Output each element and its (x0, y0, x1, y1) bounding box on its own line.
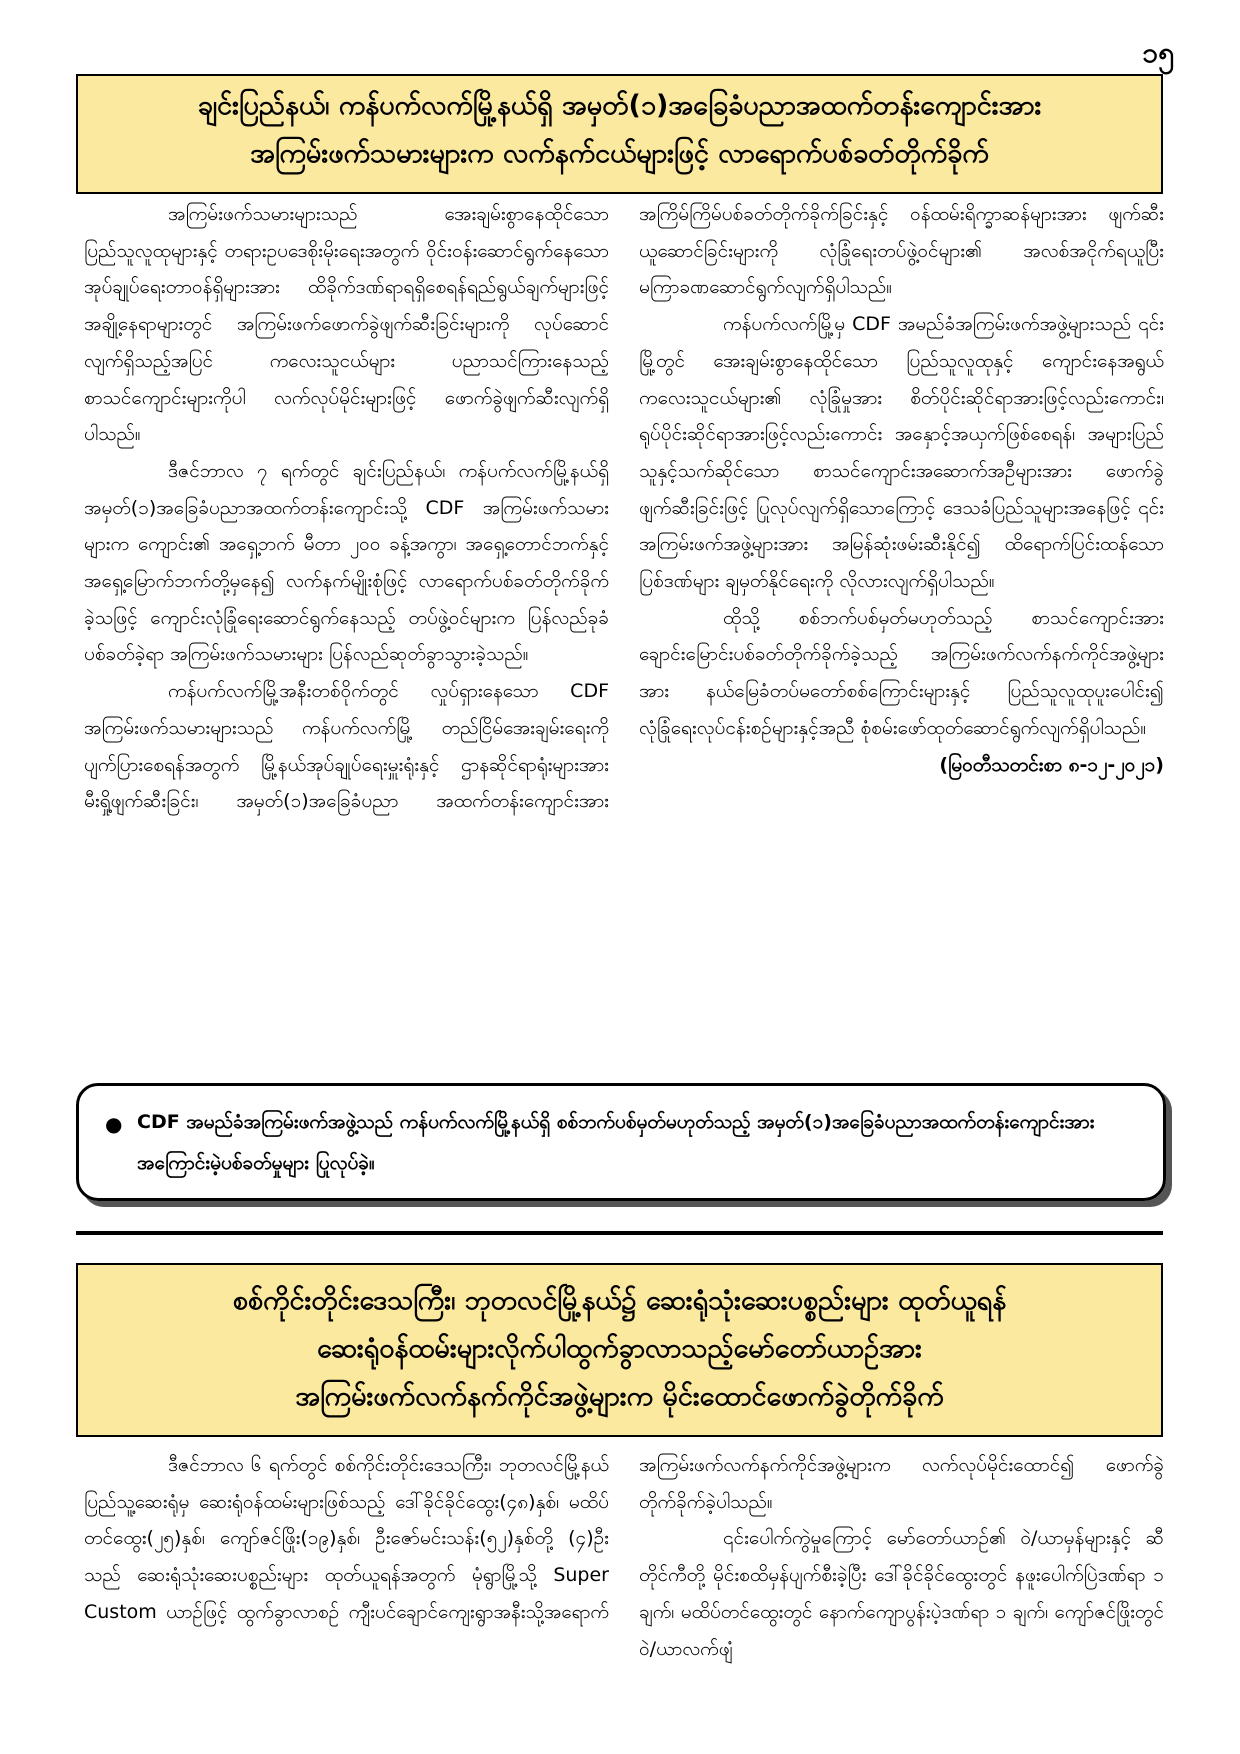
article-paragraph: အကြမ်းဖက်သမားများသည် အေးချမ်းစွာနေထိုင်သော ပြည်သူလူထုများနှင့် တရားဥပဒေစိုးမိုးရေးအတွက် ဝိုင်းဝန်းဆောင်ရွက်နေသော အုပ်ချုပ်ရေးတာဝန်ရှိများအား ထိခိုက်ဒဏ်ရာရရှိစေရန်ရည်ရွယ်ချက်များဖြင့် အချို့နေရာများတွင် အကြမ်းဖက်ဖောက်ခွဲဖျက်ဆီးခြင်းများကို လုပ်ဆောင်လျက်ရှိသည့်အပြင် ကလေးသူငယ်များ ပညာသင်ကြားနေသည့် စာသင်ကျောင်းများကိုပါ လက်လုပ်မိုင်းများဖြင့် ဖောက်ခွဲဖျက်ဆီးလျက်ရှိပါသည်။ (84, 203, 609, 446)
article-paragraph: ကန်ပက်လက်မြို့အနီးတစ်ဝိုက်တွင် လှုပ်ရှားနေသော CDF အကြမ်းဖက်သမားများသည် ကန်ပက်လက်မြို့ တည်ငြိမ်အေးချမ်းရေးကို ပျက်ပြားစေရန်အတွက် မြို့နယ်အုပ်ချုပ်ရေးမှူးရုံးနှင့် ဌာနဆိုင်ရာရုံးများအား မီးရှို့ဖျက်ဆီးခြင်း၊ အမှတ်(၁)အခြေခံပညာ အထက်တန်းကျောင်းအား အကြိမ်ကြိမ်ပစ်ခတ်တိုက်ခိုက်ခြင်းနှင့် ဝန်ထမ်းရိက္ခာဆန်များအား ဖျက်ဆီးယူဆောင်ခြင်းများကို လုံခြုံရေးတပ်ဖွဲ့ဝင်များ၏ အလစ်အငိုက်ရယူပြီး မကြာခဏဆောင်ရွက်လျက်ရှိပါသည်။ (84, 203, 1164, 813)
page-number: ၁၅ (1142, 36, 1174, 69)
article-2-headline (76, 1263, 1163, 1437)
bullet-icon: ● (105, 1112, 123, 1136)
article-1-body (84, 196, 1164, 1026)
headline-line: ဆေးရုံဝန်ထမ်းများလိုက်ပါထွက်ခွာလာသည့်မော်တော်ယာဉ်အား (317, 1333, 922, 1364)
section-divider (76, 1231, 1163, 1235)
summary-text: CDF အမည်ခံအကြမ်းဖက်အဖွဲ့သည် ကန်ပက်လက်မြို့နယ်ရှိ စစ်ဘက်ပစ်မှတ်မဟုတ်သည့် အမှတ်(၁)အခြေခံပညာအထက်တန်းကျောင်းအား အကြောင်းမဲ့ပစ်ခတ်မှုများ ပြုလုပ်ခဲ့။ (137, 1111, 1095, 1174)
headline-line: အကြမ်းဖက်လက်နက်ကိုင်အဖွဲ့များက မိုင်းထောင်ဖောက်ခွဲတိုက်ခိုက် (295, 1381, 944, 1412)
article-paragraph: ၎င်းပေါက်ကွဲမှုကြောင့် မော်တော်ယာဉ်၏ ဝဲ/ယာမှန်များနှင့် ဆီတိုင်ကီတို့ မိုင်းစထိမှန်ပျက်စီးခဲ့ပြီး ဒေါ်ခိုင်ခိုင်ထွေးတွင် နဖူးပေါက်ပြဲဒဏ်ရာ ၁ ချက်၊ မထိပ်တင်ထွေးတွင် နောက်ကျောပွန်းပဲ့ဒဏ်ရာ ၁ ချက်၊ ကျော်ဇင်ဖြိုးတွင် ဝဲ/ယာလက်ဖျံ (639, 1527, 1164, 1660)
article-2-body (84, 1447, 1164, 1747)
news-source: (မြဝတီသတင်းစာ ၈-၁၂-၂၀၂၁) (939, 753, 1164, 776)
summary-callout (76, 1083, 1166, 1201)
article-paragraph: ထိုသို့ စစ်ဘက်ပစ်မှတ်မဟုတ်သည့် စာသင်ကျောင်းအား ချောင်းမြောင်းပစ်ခတ်တိုက်ခိုက်ခဲ့သည့် အကြမ်းဖက်လက်နက်ကိုင်အဖွဲ့များအား နယ်မြေခံတပ်မတော်စစ်ကြောင်းများနှင့် ပြည်သူလူထုပူးပေါင်း၍ လုံခြုံရေးလုပ်ငန်းစဉ်များနှင့်အညီ စုံစမ်းဖော်ထုတ်ဆောင်ရွက်လျက်ရှိပါသည်။ (639, 606, 1164, 739)
headline-line: အကြမ်းဖက်သမားများက လက်နက်ငယ်များဖြင့် လာရောက်ပစ်ခတ်တိုက်ခိုက် (250, 138, 989, 169)
article-paragraph: ကန်ပက်လက်မြို့မှ CDF အမည်ခံအကြမ်းဖက်အဖွဲ့များသည် ၎င်းမြို့တွင် အေးချမ်းစွာနေထိုင်သော ပြည်သူလူထုနှင့် ကျောင်းနေအရွယ်ကလေးသူငယ်များ၏ လုံခြုံမှုအား စိတ်ပိုင်းဆိုင်ရာအားဖြင့်လည်းကောင်း၊ ရုပ်ပိုင်းဆိုင်ရာအားဖြင့်လည်းကောင်း အနှောင့်အယှက်ဖြစ်စေရန်၊ အများပြည်သူနှင့်သက်ဆိုင်သော စာသင်ကျောင်းအဆောက်အဦများအား ဖောက်ခွဲဖျက်ဆီးခြင်းဖြင့် ပြုလုပ်လျက်ရှိသောကြောင့် ဒေသခံပြည်သူများအနေဖြင့် ၎င်းအကြမ်းဖက်အဖွဲ့များအား အမြန်ဆုံးဖမ်းဆီးနိုင်၍ ထိရောက်ပြင်းထန်သောပြစ်ဒဏ်များ ချမှတ်နိုင်ရေးကို လိုလားလျက်ရှိပါသည်။ (639, 313, 1164, 593)
article-paragraph: ဒီဇင်ဘာလ ၆ ရက်တွင် စစ်ကိုင်းတိုင်းဒေသကြီး၊ ဘုတလင်မြို့နယ်ပြည်သူ့ဆေးရုံမှ ဆေးရုံဝန်ထမ်းများဖြစ်သည့် ဒေါ်ခိုင်ခိုင်ထွေး(၄၈)နှစ်၊ မထိပ်တင်ထွေး(၂၅)နှစ်၊ ကျော်ဇင်ဖြိုး(၁၉)နှစ်၊ ဦးဇော်မင်းသန်း(၅၂)နှစ်တို့ (၄)ဦးသည် ဆေးရုံသုံးဆေးပစ္စည်းများ ထုတ်ယူရန်အတွက် မုံရွာမြို့သို့ Super Custom ယာဉ်ဖြင့် ထွက်ခွာလာစဉ် ကျီးပင်ချောင်ကျေးရွာအနီးသို့အရောက် အကြမ်းဖက်လက်နက်ကိုင်အဖွဲ့များက လက်လုပ်မိုင်းထောင်၍ ဖောက်ခွဲတိုက်ခိုက်ခဲ့ပါသည်။ (84, 1454, 1164, 1623)
headline-line: ချင်းပြည်နယ်၊ ကန်ပက်လက်မြို့နယ်ရှိ အမှတ်(၁)အခြေခံပညာအထက်တန်းကျောင်းအား (197, 90, 1042, 121)
article-1-headline (76, 74, 1163, 194)
article-paragraph: ဒီဇင်ဘာလ ၇ ရက်တွင် ချင်းပြည်နယ်၊ ကန်ပက်လက်မြို့နယ်ရှိ အမှတ်(၁)အခြေခံပညာအထက်တန်းကျောင်းသို့ CDF အကြမ်းဖက်သမားများက ကျောင်း၏ အရှေ့ဘက် မီတာ ၂၀၀ ခန့်အကွာ၊ အရှေ့တောင်ဘက်နှင့် အရှေ့မြောက်ဘက်တို့မှနေ၍ လက်နက်မျိုးစုံဖြင့် လာရောက်ပစ်ခတ်တိုက်ခိုက်ခဲ့သဖြင့် ကျောင်းလုံခြုံရေးဆောင်ရွက်နေသည့် တပ်ဖွဲ့ဝင်များက ပြန်လည်ခုခံပစ်ခတ်ခဲ့ရာ အကြမ်းဖက်သမားများ ပြန်လည်ဆုတ်ခွာသွားခဲ့သည်။ (84, 459, 609, 666)
headline-line: စစ်ကိုင်းတိုင်းဒေသကြီး၊ ဘုတလင်မြို့နယ်၌ ဆေးရုံသုံးဆေးပစ္စည်းများ ထုတ်ယူရန် (232, 1285, 1007, 1316)
